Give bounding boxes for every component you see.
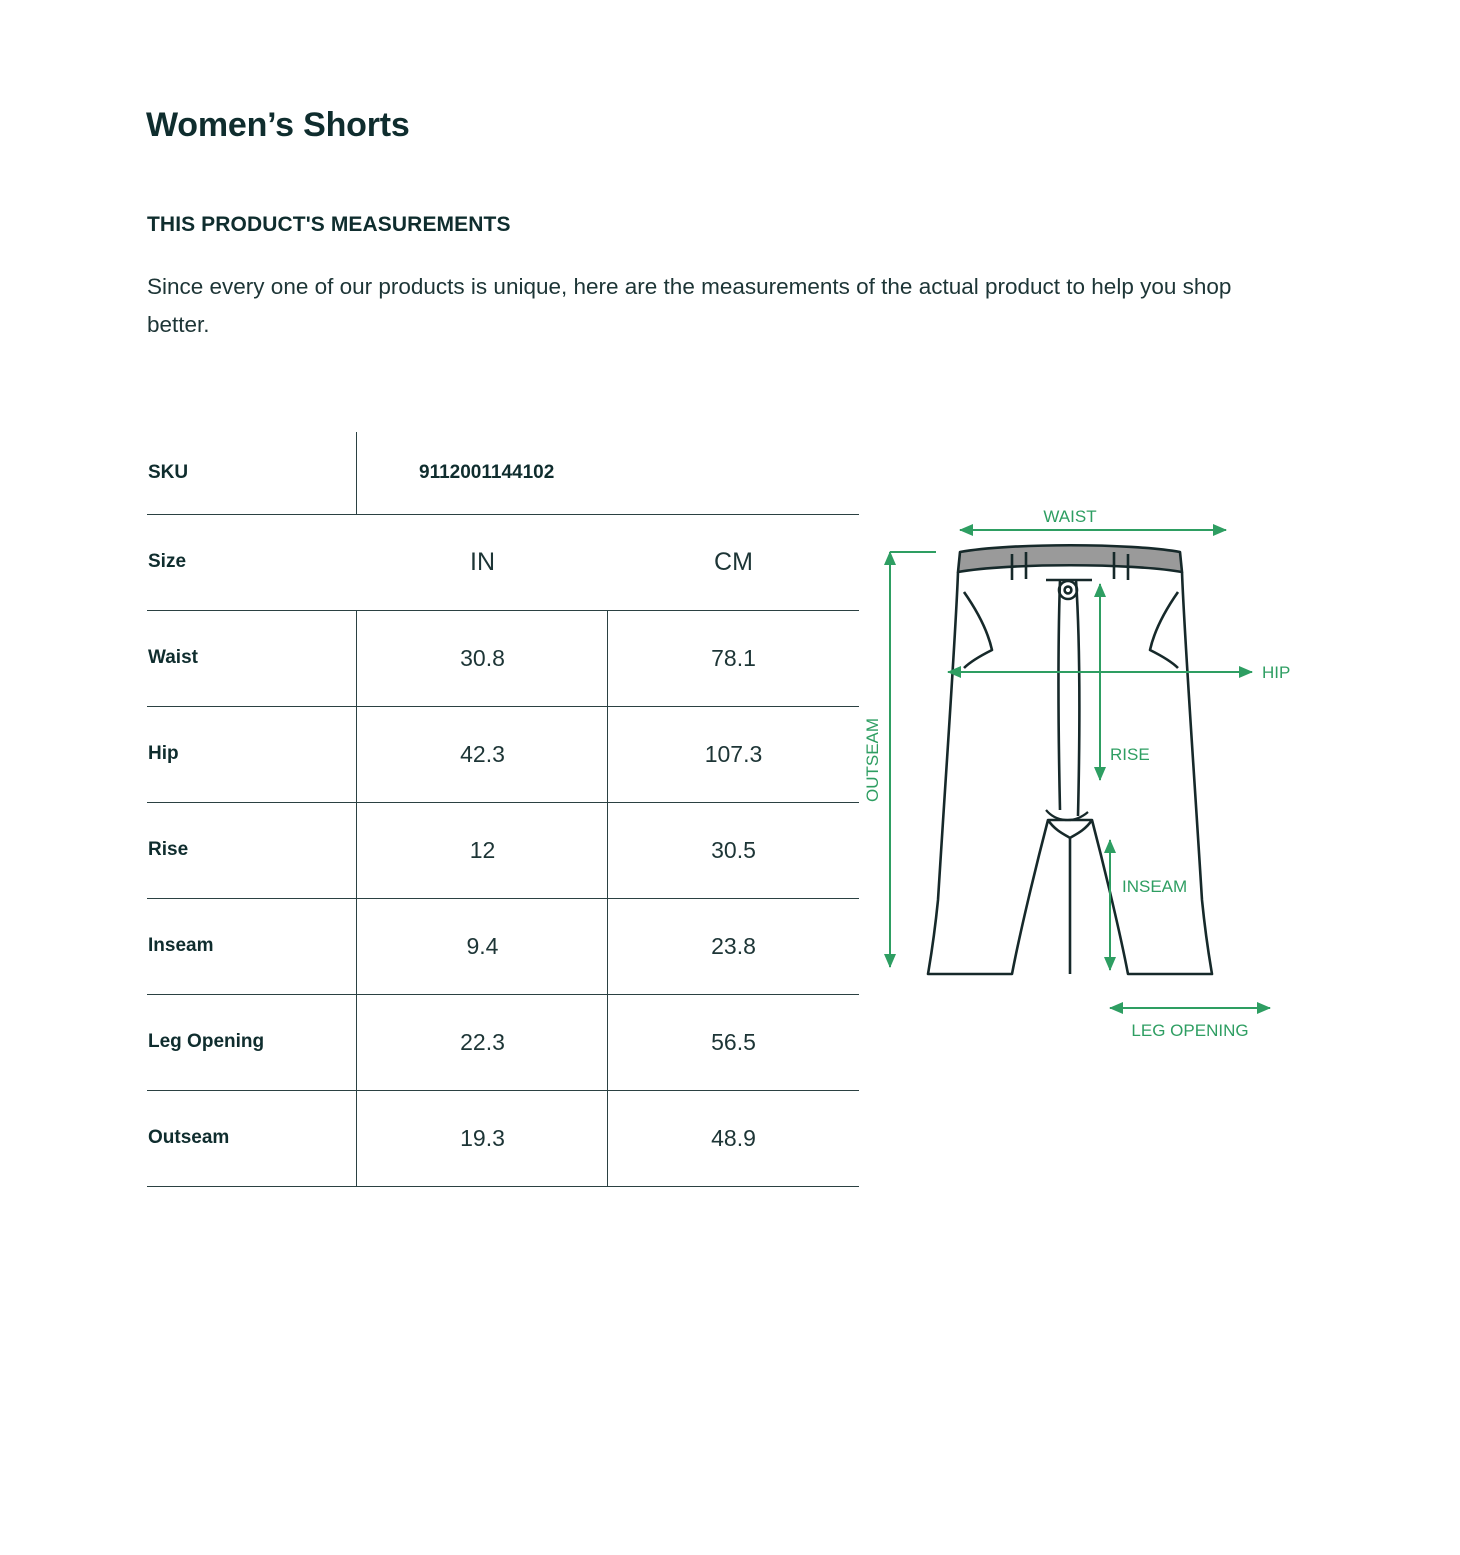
sku-label: SKU [148, 462, 189, 483]
row-value-cm: 56.5 [711, 1028, 756, 1055]
size-label: Size [148, 551, 187, 572]
label-waist: WAIST [1043, 507, 1097, 526]
table-divider [147, 1186, 859, 1187]
table-column-divider [356, 432, 357, 514]
row-label: Inseam [148, 935, 214, 956]
row-value-cm: 78.1 [711, 644, 756, 671]
table-row [147, 610, 859, 706]
table-column-divider [607, 610, 608, 1186]
intro-text: Since every one of our products is unique, here are the measurements of the actual product to help you shop better. [147, 274, 1232, 337]
row-label: Rise [148, 839, 189, 860]
row-label: Waist [148, 647, 198, 668]
table-divider [147, 898, 859, 899]
table-row [147, 1090, 859, 1186]
table-divider [147, 610, 859, 611]
table-row [147, 994, 859, 1090]
table-divider [147, 514, 859, 515]
column-header-in: IN [470, 547, 495, 576]
table-divider [147, 994, 859, 995]
row-label: Leg Opening [148, 1031, 265, 1052]
row-value-in: 19.3 [460, 1124, 505, 1151]
row-value-cm: 107.3 [704, 740, 763, 767]
table-row [147, 802, 859, 898]
row-value-in: 30.8 [460, 644, 505, 671]
row-label: Hip [148, 743, 179, 764]
row-value-cm: 23.8 [711, 932, 756, 959]
table-divider [147, 706, 859, 707]
table-row [147, 898, 859, 994]
row-label: Outseam [148, 1127, 230, 1148]
label-inseam: INSEAM [1122, 877, 1188, 896]
page-title: Women’s Shorts [146, 106, 410, 144]
row-value-in: 12 [469, 836, 496, 863]
row-value-in: 22.3 [460, 1028, 505, 1055]
label-rise: RISE [1110, 745, 1150, 764]
shorts-illustration [928, 545, 1212, 974]
sku-value: 9112001144102 [419, 462, 555, 483]
row-value-in: 9.4 [466, 932, 499, 959]
label-outseam: OUTSEAM [863, 717, 882, 803]
table-column-divider [356, 610, 357, 1186]
section-title: THIS PRODUCT'S MEASUREMENTS [147, 213, 511, 236]
shorts-measurement-diagram [860, 480, 1330, 1050]
label-hip: HIP [1262, 663, 1291, 682]
table-row-sku [147, 432, 859, 514]
table-header-row [147, 514, 859, 610]
table-divider [147, 802, 859, 803]
table-row [147, 706, 859, 802]
label-leg-opening: LEG OPENING [1131, 1021, 1249, 1040]
column-header-cm: CM [714, 547, 753, 576]
measurements-table [147, 432, 859, 1186]
table-divider [147, 1090, 859, 1091]
row-value-cm: 48.9 [711, 1124, 756, 1151]
row-value-cm: 30.5 [711, 836, 756, 863]
row-value-in: 42.3 [460, 740, 505, 767]
